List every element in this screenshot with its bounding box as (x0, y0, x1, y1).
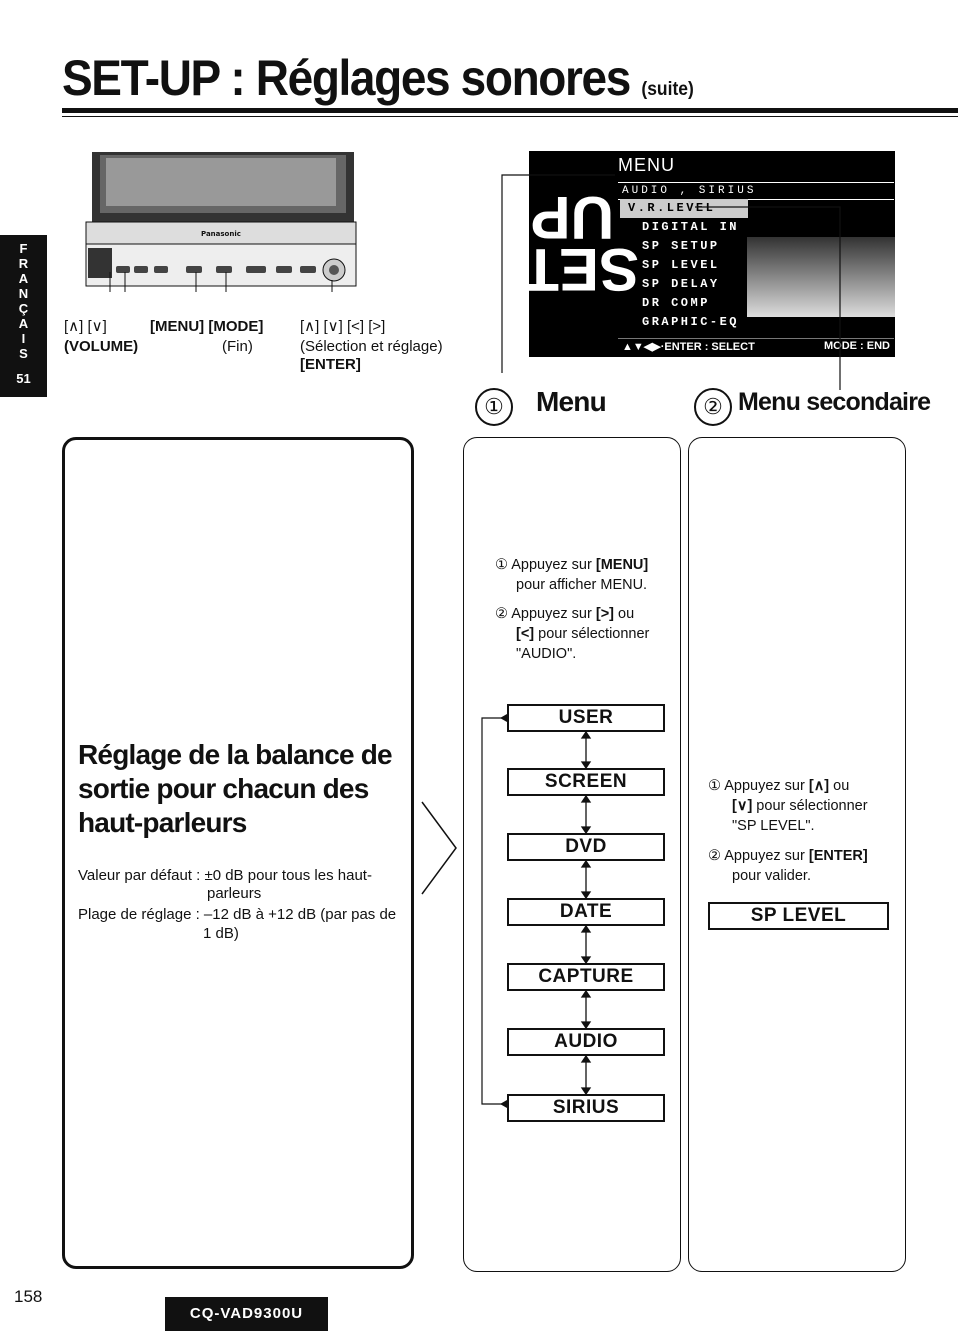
setup-logo: SET-UP (505, 184, 639, 303)
menu-step-two: ② Appuyez sur [>] ou [<] pour sélectionner "AUDIO". (495, 606, 650, 662)
sp-level-box: SP LEVEL (708, 902, 889, 930)
title-rule (62, 108, 958, 113)
next-arrow-icon (420, 800, 460, 896)
step-two-badge: ② (694, 388, 732, 426)
submenu-heading: Menu secondaire (738, 388, 931, 416)
brand-label: Panasonic (201, 230, 241, 238)
menu-mode-label: [MENU] [MODE] (150, 318, 264, 335)
screen-item: DIGITAL IN (642, 220, 740, 234)
default-value-text: Valeur par défaut : ±0 dB pour tous les haut- (78, 867, 372, 884)
screen-footer-left: ▲▼◀▶·ENTER : SELECT (622, 341, 755, 353)
flow-item-capture: CAPTURE (507, 963, 665, 991)
left-panel (62, 437, 414, 1269)
head-unit-illustration (86, 152, 356, 292)
fin-label: (Fin) (222, 338, 253, 355)
language-letters: F R A N Ç A I S (18, 241, 29, 361)
page-title: SET-UP : Réglages sonores (suite) (62, 50, 694, 106)
step-one-badge: ① (475, 388, 513, 426)
title-suffix: (suite) (641, 79, 694, 100)
flow-item-date: DATE (507, 898, 665, 926)
nav-desc-label: (Sélection et réglage) (300, 338, 443, 355)
volume-label: (VOLUME) (64, 338, 139, 355)
title-rule-thin (62, 116, 958, 117)
screen-submenu-bar: AUDIO , SIRIUS (618, 182, 894, 200)
volume-keys-label: [∧] [∨] (64, 318, 107, 335)
screen-item: DR COMP (642, 296, 710, 310)
screen-menu-title: MENU (618, 155, 675, 175)
screen-item: SP SETUP (642, 239, 720, 253)
flow-item-dvd: DVD (507, 833, 665, 861)
language-tab (0, 235, 47, 397)
page-number: 158 (14, 1287, 43, 1306)
flow-arrows (474, 700, 604, 1120)
range-text: Plage de réglage : –12 dB à +12 dB (par pas de (78, 906, 397, 923)
screen-item: SP DELAY (642, 277, 720, 291)
menu-step-one: ① Appuyez sur [MENU] pour afficher MENU. (495, 557, 649, 593)
callout-lines (495, 165, 855, 395)
screen-footer-right: MODE : END (824, 340, 890, 352)
submenu-step-two: ② Appuyez sur [ENTER] pour valider. (708, 848, 868, 884)
enter-label: [ENTER] (300, 356, 361, 373)
screen-item: SP LEVEL (642, 258, 720, 272)
nav-keys-label: [∧] [∨] [<] [>] (300, 318, 386, 335)
menu-heading: Menu (536, 386, 606, 417)
flow-item-screen: SCREEN (507, 768, 665, 796)
flow-item-user: USER (507, 704, 665, 732)
left-panel-heading: Réglage de la balance de sortie pour chacun des haut-parleurs (78, 739, 392, 838)
screen-item-selected: V.R.LEVEL (620, 199, 748, 218)
flow-item-audio: AUDIO (507, 1028, 665, 1056)
screen-item: GRAPHIC-EQ (642, 315, 740, 329)
flow-item-sirius: SIRIUS (507, 1094, 665, 1122)
model-badge: CQ-VAD9300U (165, 1297, 328, 1331)
range-cont: 1 dB) (203, 925, 239, 942)
default-value-cont: parleurs (207, 885, 262, 902)
submenu-step-one: ① Appuyez sur [∧] ou [∨] pour sélectionner "SP LEVEL". (708, 778, 868, 834)
section-number: 51 (16, 371, 31, 386)
